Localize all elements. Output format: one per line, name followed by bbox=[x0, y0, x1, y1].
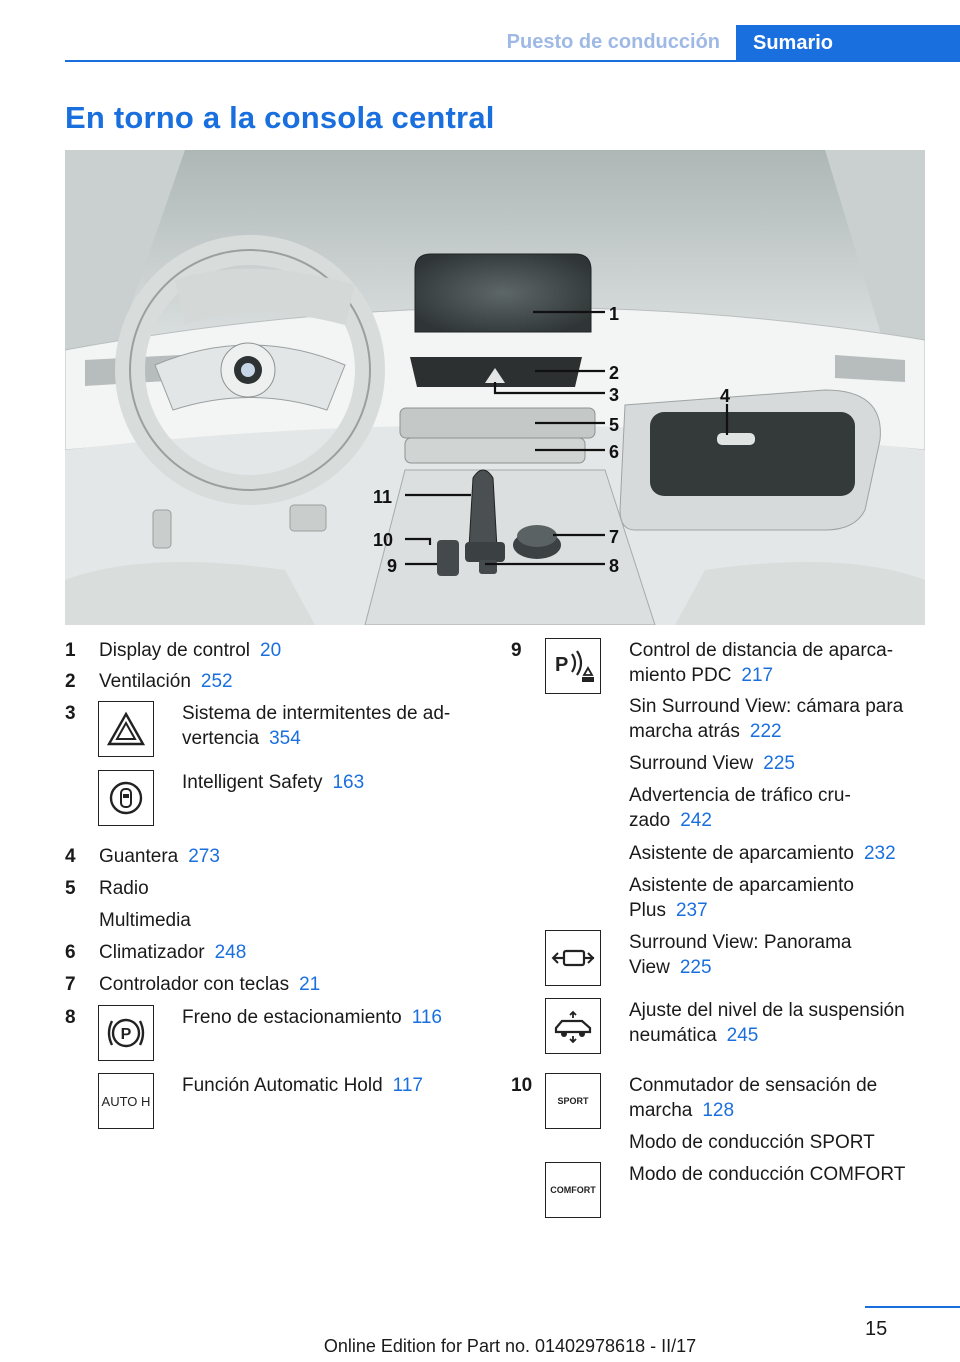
entry-3b: Intelligent Safety 163 bbox=[182, 772, 365, 793]
callout-1: 1 bbox=[609, 304, 620, 324]
park-distance-control-icon bbox=[545, 638, 601, 694]
intelligent-safety-icon bbox=[98, 770, 154, 826]
page-ref-9h[interactable]: 245 bbox=[726, 1025, 759, 1046]
page-ref-9c[interactable]: 225 bbox=[763, 753, 795, 774]
header-rule bbox=[65, 60, 960, 62]
page-ref-10[interactable]: 128 bbox=[702, 1100, 735, 1121]
callout-3: 3 bbox=[609, 385, 620, 405]
page-title: En torno a la consola central bbox=[65, 100, 495, 135]
callout-7: 7 bbox=[609, 527, 620, 547]
auto-hold-label: AUTO H bbox=[101, 1093, 151, 1109]
suspension-level-icon bbox=[545, 998, 601, 1054]
auto-hold-icon bbox=[98, 1073, 154, 1129]
svg-text:P: P bbox=[555, 654, 569, 676]
item-number-5: 5 bbox=[65, 878, 76, 899]
item-number-10: 10 bbox=[511, 1075, 533, 1096]
hazard-warning-icon bbox=[98, 701, 154, 757]
entry-6: Climatizador 248 bbox=[99, 942, 247, 963]
entry-2: Ventilación 252 bbox=[99, 671, 233, 692]
callout-10: 10 bbox=[373, 530, 394, 550]
entry-7: Controlador con teclas 21 bbox=[99, 974, 321, 995]
sport-label: SPORT bbox=[557, 1096, 589, 1106]
page-ref-6[interactable]: 248 bbox=[214, 942, 247, 963]
page-ref-9d[interactable]: 242 bbox=[680, 810, 712, 831]
page-ref-3[interactable]: 354 bbox=[269, 728, 301, 749]
item-number-8: 8 bbox=[65, 1007, 76, 1028]
sport-mode-icon bbox=[545, 1073, 601, 1129]
page-ref-3b[interactable]: 163 bbox=[332, 772, 365, 793]
page-ref-2[interactable]: 252 bbox=[200, 671, 233, 692]
running-header-tab: Sumario bbox=[736, 25, 960, 62]
item-number-9: 9 bbox=[511, 640, 522, 661]
callout-6: 6 bbox=[609, 442, 620, 462]
item-number-1: 1 bbox=[65, 640, 76, 661]
footer-rule bbox=[865, 1306, 960, 1308]
entry-9f: Asistente de aparcamiento Plus 237 bbox=[629, 875, 854, 921]
entry-4: Guantera 273 bbox=[99, 846, 220, 867]
entry-9: Control de distancia de aparca‐ miento PDC 217 bbox=[629, 640, 894, 686]
callout-9: 9 bbox=[387, 556, 398, 576]
page-ref-9g[interactable]: 225 bbox=[679, 957, 712, 978]
panorama-view-icon bbox=[545, 930, 601, 986]
entry-3: Sistema de intermitentes de ad‐ vertencia 354 bbox=[182, 703, 451, 749]
callout-5: 5 bbox=[609, 415, 620, 435]
callout-11: 11 bbox=[373, 487, 393, 507]
page-ref-9[interactable]: 217 bbox=[741, 665, 774, 686]
page-ref-9b[interactable]: 222 bbox=[749, 721, 782, 742]
page-ref-9e[interactable]: 232 bbox=[863, 843, 896, 864]
comfort-label: COMFORT bbox=[550, 1185, 596, 1195]
entry-9b: Sin Surround View: cámara para marcha atrás 222 bbox=[629, 696, 904, 742]
page-number: 15 bbox=[865, 1318, 888, 1340]
entry-10b: Modo de conducción SPORT bbox=[629, 1132, 875, 1153]
item-number-2: 2 bbox=[65, 671, 76, 692]
item-number-7: 7 bbox=[65, 974, 76, 995]
dashboard-illustration bbox=[65, 150, 925, 625]
svg-text:P: P bbox=[120, 1026, 132, 1043]
entry-9e: Asistente de aparcamiento 232 bbox=[629, 843, 896, 864]
entry-9c: Surround View 225 bbox=[629, 753, 795, 774]
item-number-6: 6 bbox=[65, 942, 76, 963]
entry-8b: Función Automatic Hold 117 bbox=[182, 1075, 423, 1096]
entry-10c: Modo de conducción COMFORT bbox=[629, 1164, 906, 1185]
page-ref-8[interactable]: 116 bbox=[411, 1007, 442, 1028]
comfort-mode-icon bbox=[545, 1162, 601, 1218]
entry-9g: Surround View: Panorama View 225 bbox=[629, 932, 852, 978]
edition-footer: Online Edition for Part no. 01402978618 - II/17 bbox=[323, 1336, 697, 1356]
entry-9h: Ajuste del nivel de la suspensión neumática 245 bbox=[629, 1000, 905, 1046]
entry-5b: Multimedia bbox=[99, 910, 191, 931]
callout-4: 4 bbox=[720, 386, 731, 406]
running-header-section: Puesto de conducción bbox=[506, 31, 720, 53]
page-ref-4[interactable]: 273 bbox=[188, 846, 220, 867]
page-ref-7[interactable]: 21 bbox=[299, 974, 321, 995]
item-number-4: 4 bbox=[65, 846, 76, 867]
callout-8: 8 bbox=[609, 556, 620, 576]
item-number-3: 3 bbox=[65, 703, 76, 724]
entry-1: Display de control 20 bbox=[99, 640, 282, 661]
page-ref-8b[interactable]: 117 bbox=[392, 1075, 423, 1096]
parking-brake-icon bbox=[98, 1005, 154, 1061]
entry-8: Freno de estacionamiento 116 bbox=[182, 1007, 442, 1028]
entry-10: Conmutador de sensación de marcha 128 bbox=[629, 1075, 878, 1121]
entry-9d: Advertencia de tráfico cru‐ zado 242 bbox=[629, 785, 851, 831]
callout-2: 2 bbox=[609, 363, 620, 383]
page-ref-1[interactable]: 20 bbox=[260, 640, 282, 661]
page-ref-9f[interactable]: 237 bbox=[675, 900, 708, 921]
entry-5: Radio bbox=[99, 878, 149, 899]
